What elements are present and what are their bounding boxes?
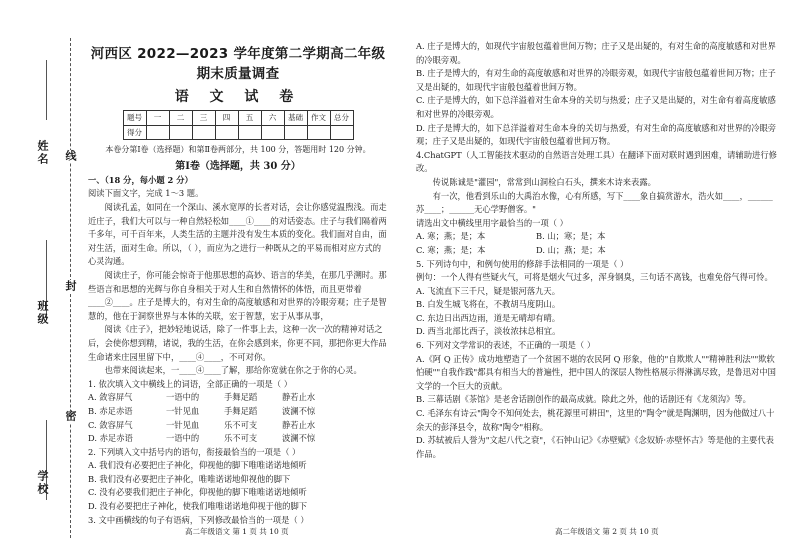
score-table bbox=[123, 110, 354, 140]
footer-right: 高二年级语文 第 2 页 共 10 页 bbox=[555, 527, 659, 536]
question-2-options bbox=[88, 459, 388, 513]
option-cell: D. 山；燕；是；本 bbox=[536, 244, 606, 255]
score-header-cell: 三 bbox=[192, 111, 215, 126]
option-cell: 乐不可支 bbox=[224, 419, 258, 430]
binding-margin bbox=[0, 0, 88, 544]
option-cell: C. 寒；燕；是；本 bbox=[416, 244, 486, 255]
option-row bbox=[88, 432, 388, 446]
left-content bbox=[88, 174, 388, 527]
score-header-cell: 五 bbox=[238, 111, 261, 126]
score-header-cell: 总分 bbox=[330, 111, 353, 126]
dense-char: 密 bbox=[64, 410, 77, 423]
option-cell: 乐不可支 bbox=[224, 433, 258, 444]
passage-paragraph: 阅读庄子，你可能会惊奇于他那思想的高妙、语言的华美，在那几乎溯时。那些语言和思想的光辉与你自身相关于对人生和自然情怀的体悟，而且更带着____②____。庄子是博大的，有对生命的高度敏感和对世界的冷眼旁观；庄子是智慧的，他在于洞察世界与本体的关联，宏于智慧，宏于从事从事， bbox=[88, 269, 387, 321]
option-cell: 静若止水 bbox=[282, 392, 316, 403]
question-6-options bbox=[416, 353, 778, 462]
option-cell: B. 山；寒；是；本 bbox=[536, 231, 606, 242]
question-5-example: 例句：一个人得有些疑火气，可将是烟火气过多，浑身钢臭，三句话不离钱，也难免俗气得可怜。 bbox=[416, 272, 773, 283]
score-blank-cell bbox=[169, 125, 192, 140]
option-cell: 一语中的 bbox=[166, 433, 200, 444]
option-cell: 波澜不惊 bbox=[282, 433, 316, 444]
score-blank-cell bbox=[146, 125, 169, 140]
option-line: D. 西当北部比西子，淡妆浓抹总相宜。 bbox=[416, 326, 561, 337]
part-title: 第Ⅰ卷（选择题，共 30 分） bbox=[175, 161, 301, 173]
reading-passage bbox=[88, 201, 388, 378]
score-blank-cell bbox=[307, 125, 330, 140]
option-line: D. 没有必要把庄子神化，使我们唯唯诺诺地仰视于他的脚下 bbox=[88, 501, 308, 512]
option-cell: 一语中的 bbox=[166, 392, 200, 403]
score-blank-cell bbox=[261, 125, 284, 140]
option-line: A. 我们没有必要把庄子神化，仰视他的脚下唯唯诺诺地倾听 bbox=[88, 460, 307, 471]
option-line: D. 庄子是博大的，如下总洋溢着对生命本身的关切与热爱，有对生命的高度敏感和对世界的冷眼旁观；庄子又是出疑的，如现代宇宙般包蕴着世间万物。 bbox=[416, 122, 777, 147]
question-4: 4.ChatGPT（人工智能技术驱动的自然语言处理工具）在翻译下面对联时遇到困难，请辅助进行修改。 bbox=[416, 149, 777, 174]
option-row bbox=[416, 244, 778, 258]
section-intro: 阅读下面文字，完成 1～3 题。 bbox=[88, 188, 204, 199]
option-cell: C. 敛容屏气 bbox=[88, 419, 133, 430]
option-cell: A. 敛容屏气 bbox=[88, 392, 133, 403]
option-line: C. 庄子是博大的，如下总洋溢着对生命本身的关切与热爱；庄子又是出疑的，对生命有着高度敏感和对世界的冷眼旁观。 bbox=[416, 95, 776, 119]
question-5: 5. 下列诗句中，和例句使用的修辞手法相同的一项是（ ） bbox=[416, 258, 629, 269]
score-blank-cell bbox=[192, 125, 215, 140]
couplet-intro: 传说陈诚是"灌园"，常常到山洞检白石头，撰来木诗来表露。 bbox=[432, 176, 656, 187]
option-line: D. 苏轼被后人誉为"文起八代之衰"，《石钟山记》《赤壁赋》《念奴娇·赤壁怀古》等是他的主要代表作品。 bbox=[416, 435, 774, 459]
option-row bbox=[88, 391, 388, 405]
score-header-cell: 作文 bbox=[307, 111, 330, 126]
name-label: 姓名 bbox=[36, 140, 49, 166]
passage-paragraph: 阅读孔孟，如同在一个深山、溪水宽厚的长者对话，会让你感觉温煦浅。而走近庄子，我们大可以与一种自然轻松如____①____的对话姿态。庄子与我们隔着两千多年，可千百年来，人类生活的主题并没有发生本质的变化。我们面对自由，面对生活，面对生命。所以，（ ），而应为之进行一种既从之的平易而相对应方式的心灵沟通。 bbox=[88, 202, 387, 267]
option-line: B. 我们没有必要把庄子神化，唯唯诺诺地仰视他的脚下 bbox=[88, 473, 291, 484]
score-header-cell: 二 bbox=[169, 111, 192, 126]
question-2: 2. 下列填入文中括号内的语句，衔接最恰当的一项是（ ） bbox=[88, 446, 301, 457]
exam-note: 本卷分第Ⅰ卷（选择题）和第Ⅱ卷两部分，共 100 分，答题用时 120 分钟。 bbox=[105, 145, 371, 155]
option-cell: 静若止水 bbox=[282, 419, 316, 430]
question-6: 6. 下列对文学常识的表述，不正确的一项是（ ） bbox=[416, 340, 596, 351]
line-char: 线 bbox=[64, 150, 77, 163]
option-cell: 手舞足蹈 bbox=[224, 405, 258, 416]
score-header-cell: 题号 bbox=[123, 111, 146, 126]
passage-paragraph: 也带来阅读起来，一____④____了解，那给你宽就在你之于你的心灵。 bbox=[104, 365, 362, 376]
option-line: B. 三幕话剧《茶馆》是老舍话剧创作的最高成就。除此之外，他的话剧还有《龙须沟》等。 bbox=[416, 394, 751, 405]
option-line: B. 庄子是博大的，有对生命的高度敏感和对世界的冷眼旁观，如现代宇宙般包蕴着世间万物；庄子又是出疑的，如现代宇宙般包蕴着世间万物。 bbox=[416, 68, 776, 92]
exam-subtitle: 语 文 试 卷 bbox=[174, 89, 302, 105]
option-line: A. 庄子是博大的，如现代宇宙般包蕴着世间万物；庄子又是出疑的，有对生命的高度敏感和对世界的冷眼旁观。 bbox=[416, 41, 776, 65]
option-line: C. 毛泽东有诗云"陶令不知何处去，桃花源里可耕田"，这里的"陶令"就是陶渊明，因为他做过八十余天的彭泽县令，故称"陶令"相称。 bbox=[416, 408, 775, 432]
section-heading: 一、（18 分，每小题 2 分） bbox=[88, 174, 193, 185]
score-header-cell: 六 bbox=[261, 111, 284, 126]
question-5-options bbox=[416, 285, 778, 339]
binding-solid-line bbox=[46, 60, 47, 120]
couplet-text: 有一次，他看到乐山的大禹治水像，心有所感，写下____象自搞赏游水，浩火如____，______苏____；______无心学野僧客。" bbox=[416, 190, 773, 215]
score-blank-cell bbox=[284, 125, 307, 140]
question-4-ask: 请选出文中横线里用字最恰当的一项（ ） bbox=[416, 217, 568, 228]
footer-left: 高二年级语文 第 1 页 共 10 页 bbox=[185, 527, 289, 536]
page-right bbox=[416, 40, 778, 461]
score-header-cell: 四 bbox=[215, 111, 238, 126]
question-3: 3. 文中画横线的句子有语病，下列修改最恰当的一项是（ ） bbox=[88, 514, 309, 525]
score-blank-cell bbox=[215, 125, 238, 140]
option-cell: 手舞足蹈 bbox=[224, 392, 258, 403]
question-3-options bbox=[416, 40, 778, 149]
exam-title: 河西区 2022—2023 学年度第二学期高二年级期末质量调查 bbox=[90, 46, 386, 82]
option-cell: B. 赤足赤语 bbox=[88, 405, 133, 416]
option-cell: D. 赤足赤语 bbox=[88, 433, 133, 444]
option-line: A. 飞流直下三千尺，疑是银河落九天。 bbox=[416, 285, 561, 296]
question-1-options bbox=[88, 391, 388, 445]
option-cell: 波澜不惊 bbox=[282, 405, 316, 416]
option-line: C. 没有必要我们把庄子神化，仰视他的脚下唯唯诺诺地倾听 bbox=[88, 487, 307, 498]
option-cell: A. 寒；燕；是；本 bbox=[416, 231, 486, 242]
option-row bbox=[416, 230, 778, 244]
class-label: 班级 bbox=[36, 300, 49, 326]
question-1: 1. 依次填入文中横线上的词语，全部正确的一项是（ ） bbox=[88, 378, 293, 389]
school-label: 学校 bbox=[36, 470, 49, 496]
option-line: B. 白发生城飞将在，不教胡马度阴山。 bbox=[416, 299, 561, 310]
score-blank-cell bbox=[238, 125, 261, 140]
score-blank-cell bbox=[330, 125, 353, 140]
option-row bbox=[88, 405, 388, 419]
question-4-options bbox=[416, 230, 778, 257]
passage-paragraph: 阅读《庄子》，把妙轻地说话，除了一件事上去，这种一次一次的精神对话之后，会使你想到精，诸说，我的生活，在你会感到来，你更不同，那把你更大作品生命诸来庄园里留下中，____④____，不可对你。 bbox=[88, 324, 387, 362]
seal-char: 封 bbox=[64, 280, 77, 293]
page-left bbox=[88, 38, 388, 527]
option-cell: 一针见血 bbox=[166, 405, 200, 416]
option-line: A.《阿 Q 正传》成功地塑造了一个贫困不堪的农民阿 Q 形象，他的"自欺欺人""精神胜利法""欺软怕硬""自我作践"都具有相当大的普遍性，把中国人的深层人物性格展示得淋漓尽致，是鲁迅对中国文学的一个巨大的贡献。 bbox=[416, 353, 776, 391]
score-header-cell: 基础 bbox=[284, 111, 307, 126]
option-cell: 一针见血 bbox=[166, 419, 200, 430]
score-header-cell: 一 bbox=[146, 111, 169, 126]
option-line: C. 东边日出西边雨，道是无晴却有晴。 bbox=[416, 312, 561, 323]
option-row bbox=[88, 419, 388, 433]
score-row-label: 得分 bbox=[123, 125, 146, 140]
